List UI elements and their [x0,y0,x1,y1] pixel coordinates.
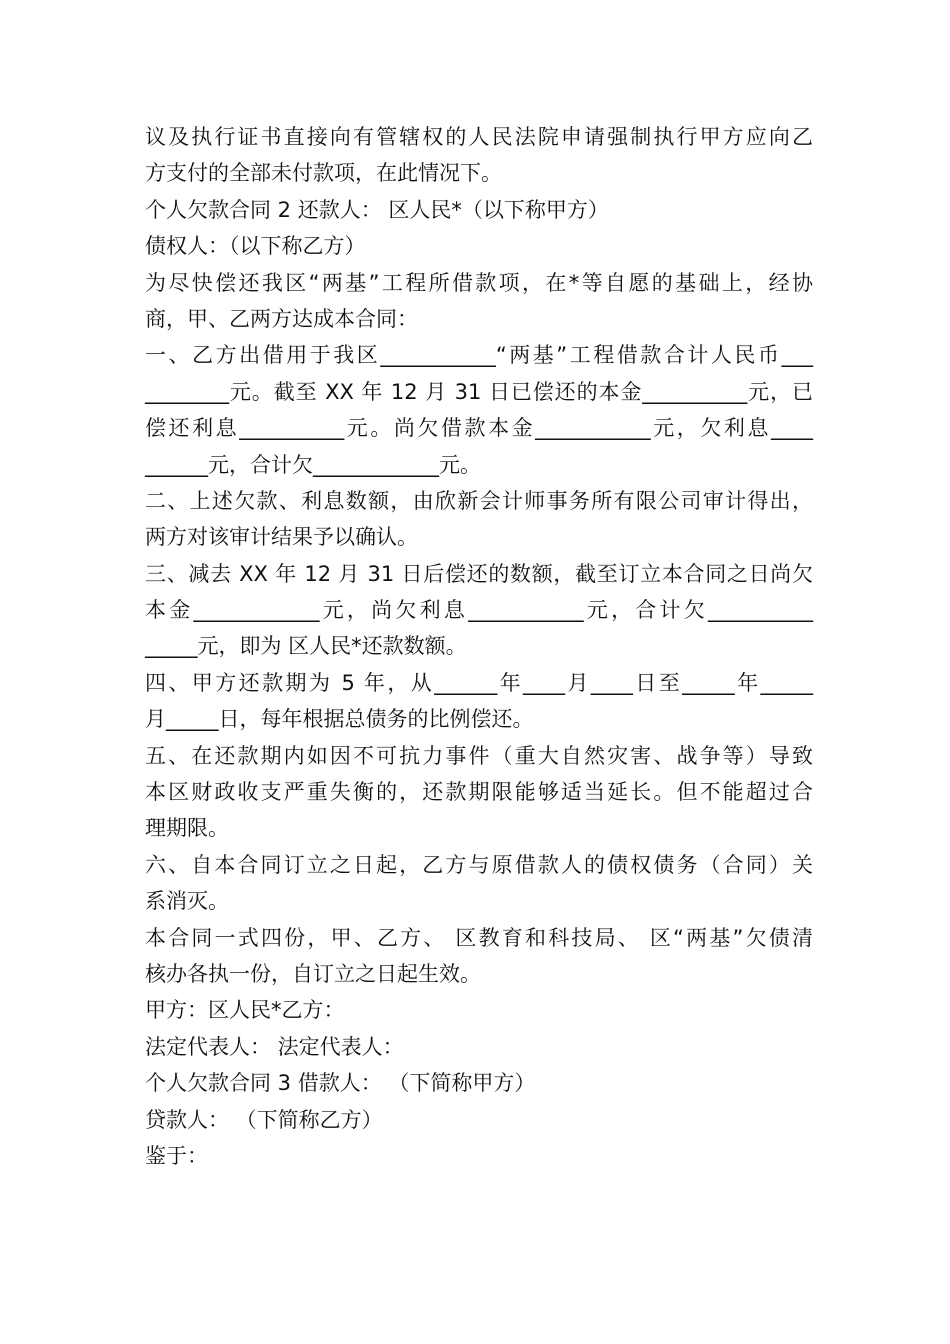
text-line: 商，甲、乙两方达成本合同： [145,306,418,331]
text-line: 系消灭。 [145,889,229,914]
text-line: 为尽快偿还我区“两基”工程所借款项，在*等自愿的基础上，经协 [145,270,813,295]
text-line: 五、在还款期内如因不可抗力事件（重大自然灾害、战争等）导致 [145,743,813,768]
text-line: 方支付的全部未付款项，在此情况下。 [145,161,502,186]
text-line: _____元，即为 区人民*还款数额。 [145,634,467,659]
text-line: 月_____日，每年根据总债务的比例偿还。 [145,707,534,732]
text-line: 六、自本合同订立之日起，乙方与原借款人的债权债务（合同）关 [145,852,813,877]
text-line: 个人欠款合同 2 还款人： 区人民*（以下称甲方） [145,197,609,222]
text-line: 甲方：区人民*乙方： [145,998,345,1023]
text-line: 议及执行证书直接向有管辖权的人民法院申请强制执行甲方应向乙 [145,125,813,149]
text-line: 两方对该审计结果予以确认。 [145,525,418,550]
text-line: 债权人：（以下称乙方） [145,234,366,259]
text-line: 本区财政收支严重失衡的，还款期限能够适当延长。但不能超过合 [145,780,813,805]
text-line: 核办各执一份，自订立之日起生效。 [145,961,481,986]
text-line: 一、乙方出借用于我区___________“两基”工程借款合计人民币___ [145,343,813,368]
text-line: 理期限。 [145,816,229,841]
text-line: 个人欠款合同 3 借款人： （下简称甲方） [145,1071,536,1096]
document-body [145,119,813,1174]
text-line: 本合同一式四份，甲、乙方、 区教育和科技局、 区“两基”欠债清 [145,925,813,950]
text-line: 本金____________元，尚欠利息___________元，合计欠__________ [145,598,813,623]
text-line: 四、甲方还款期为 5 年，从______年____月____日至_____年_____ [145,670,813,695]
text-line: 偿还利息__________元。尚欠借款本金___________元，欠利息____ [145,416,813,441]
text-line: 二、上述欠款、利息数额，由欣新会计师事务所有限公司审计得出， [145,488,813,513]
text-line: 法定代表人： 法定代表人： [145,1034,404,1059]
text-line: 三、减去 XX 年 12 月 31 日后偿还的数额，截至订立本合同之日尚欠 [145,561,813,586]
text-line: 贷款人： （下简称乙方） [145,1107,383,1132]
text-line: ________元。截至 XX 年 12 月 31 日已偿还的本金__________元，已 [145,379,813,404]
text-line: 鉴于： [145,1143,208,1168]
text-line: ______元，合计欠____________元。 [145,452,481,477]
